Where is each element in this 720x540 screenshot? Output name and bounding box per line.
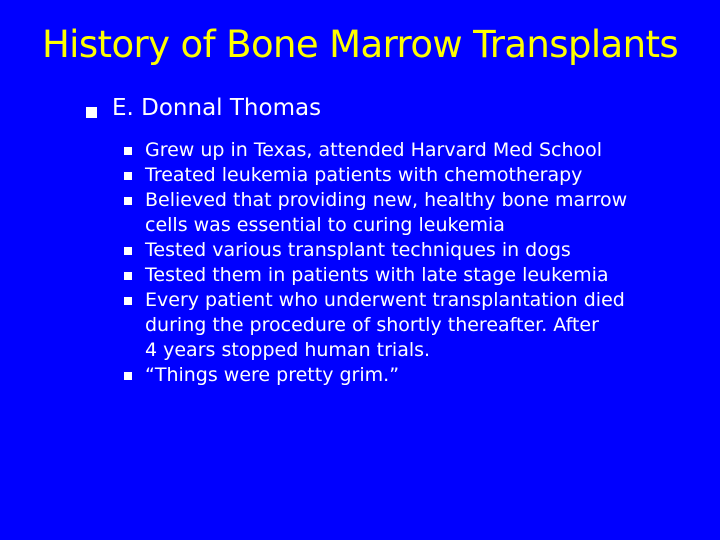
sub-bullet-item — [124, 138, 704, 163]
main-bullet-text: E. Donnal Thomas — [112, 95, 322, 121]
sub-bullet-item — [124, 263, 704, 288]
square-bullet-icon — [124, 147, 132, 155]
square-bullet-icon — [124, 372, 132, 380]
sub-bullet-item — [124, 363, 704, 388]
sub-bullet-item — [124, 163, 704, 188]
square-bullet-icon — [124, 197, 132, 205]
sub-bullet-text: Believed that providing new, healthy bone marrow cells was essential to curing leukemia — [145, 189, 628, 236]
square-bullet-icon — [124, 172, 132, 180]
square-bullet-icon — [124, 297, 132, 305]
sub-bullet-text: “Things were pretty grim.” — [145, 364, 400, 386]
sub-bullet-text: Tested them in patients with late stage leukemia — [145, 264, 609, 286]
sub-bullet-item — [124, 188, 704, 238]
sub-bullet-text: Treated leukemia patients with chemotherapy — [145, 164, 583, 186]
sub-bullet-item — [124, 288, 704, 363]
main-bullet-item — [86, 92, 706, 132]
square-bullet-icon — [124, 247, 132, 255]
sub-bullet-text: Tested various transplant techniques in dogs — [145, 239, 571, 261]
sub-bullet-text: Grew up in Texas, attended Harvard Med School — [145, 139, 603, 161]
square-bullet-icon — [86, 107, 97, 118]
square-bullet-icon — [124, 272, 132, 280]
sub-bullet-item — [124, 238, 704, 263]
sub-bullet-text: Every patient who underwent transplantation died during the procedure of shortly thereafter. After 4 years stopped human trials. — [145, 289, 625, 361]
sub-bullet-list — [124, 138, 704, 388]
slide-title: History of Bone Marrow Transplants — [41, 23, 679, 66]
